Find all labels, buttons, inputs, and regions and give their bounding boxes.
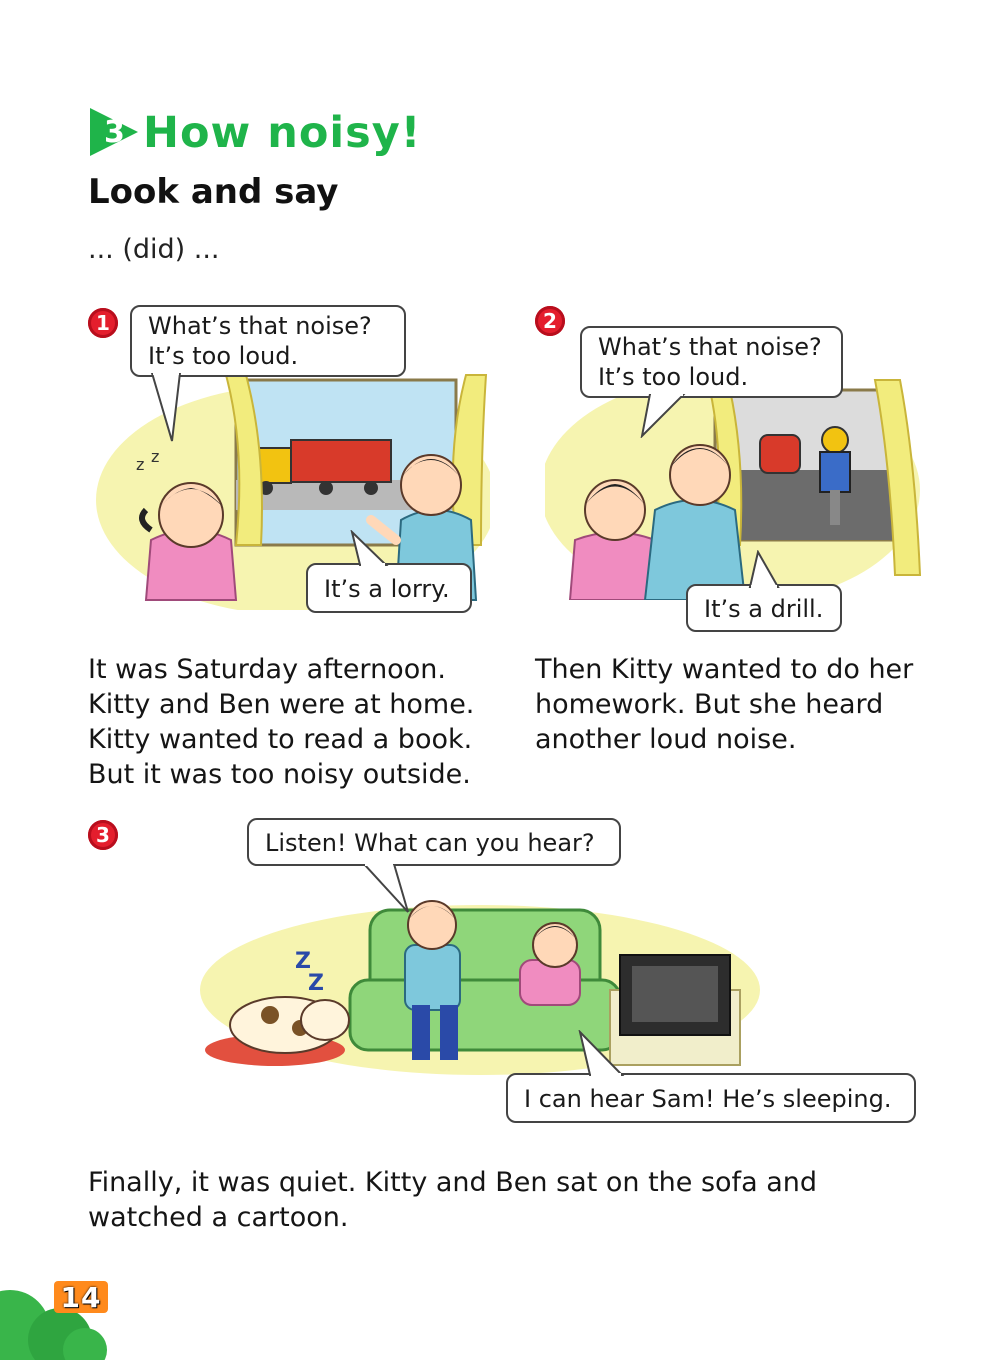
panel-number-2: 2 [535, 306, 565, 336]
closing-paragraph: Finally, it was quiet. Kitty and Ben sat on the sofa and watched a cartoon. [88, 1167, 817, 1233]
sofa-scene-illustration [200, 890, 760, 1080]
svg-text:Z: Z [308, 971, 324, 996]
page-number: 14 [54, 1281, 108, 1313]
bubble-tail-3a [362, 864, 412, 914]
svg-text:z: z [136, 455, 145, 474]
caption-panel-1: It was Saturday afternoon. Kitty and Ben were at home. Kitty wanted to read a book. But it was too noisy outside. [88, 654, 475, 790]
unit-badge-icon [88, 106, 140, 158]
speech-bubble-drill: It’s a drill. [686, 584, 842, 632]
speech-bubble-listen: Listen! What can you hear? [247, 818, 621, 866]
section-title: Look and say [88, 172, 339, 212]
svg-text:z: z [151, 447, 160, 466]
bubble-tail-1a [150, 373, 190, 443]
bubble-tail-2a [640, 394, 690, 438]
bubble-tail-1b [350, 530, 390, 566]
unit-number: 3 [104, 115, 125, 150]
language-pattern: ... (did) ... [88, 234, 220, 265]
panel-number-1: 1 [88, 308, 118, 338]
svg-text:Z: Z [295, 949, 311, 974]
unit-title: How noisy! [143, 108, 422, 158]
speech-bubble-noise-2: What’s that noise? It’s too loud. [580, 326, 843, 398]
caption-panel-2: Then Kitty wanted to do her homework. But she heard another loud noise. [535, 654, 914, 755]
panel-number-3: 3 [88, 820, 118, 850]
bubble-tail-2b [748, 550, 788, 588]
speech-bubble-lorry: It’s a lorry. [306, 563, 472, 613]
bubble-tail-3b [578, 1030, 628, 1076]
speech-bubble-sam: I can hear Sam! He’s sleeping. [506, 1073, 916, 1123]
speech-bubble-noise-1: What’s that noise? It’s too loud. [130, 305, 406, 377]
